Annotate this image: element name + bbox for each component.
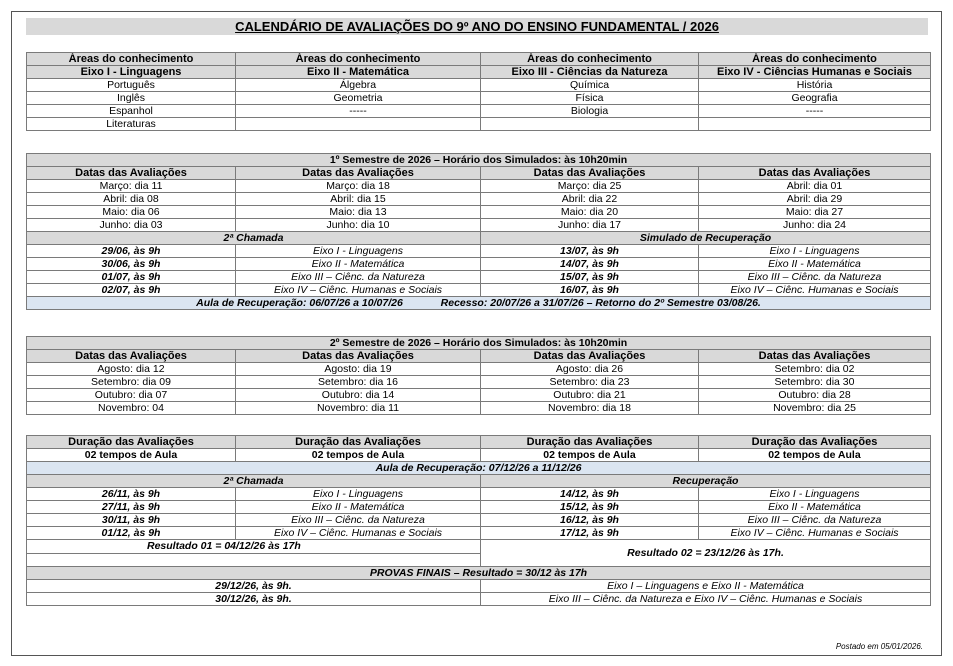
resultado1-cell: Resultado 01 = 04/12/26 às 17h [27,540,481,554]
provas-finais-title: PROVAS FINAIS – Resultado = 30/12 às 17h [27,567,931,580]
table-row [27,79,931,92]
date-cell: Outubro: dia 21 [481,389,699,402]
dates-header-row [27,167,931,180]
page-frame [11,11,942,656]
semester2-table [26,336,931,415]
subject-cell: ----- [236,105,481,118]
final-date-cell: 29/12/26, às 9h. [27,580,481,593]
areas-header-cell: Áreas do conhecimento [699,53,931,66]
subject-cell: Química [481,79,699,92]
empty-cell [27,553,481,567]
final-eixo-cell: Eixo I – Linguagens e Eixo II - Matemática [481,580,931,593]
date-cell: Junho: dia 10 [236,219,481,232]
dates-header-cell: Datas das Avaliações [27,167,236,180]
date-cell: Novembro: dia 18 [481,402,699,415]
eixo-cell: Eixo IV - Ciências Humanas e Sociais [699,66,931,79]
semester2-title: 2º Semestre de 2026 – Horário dos Simulados: às 10h20min [27,337,931,350]
date-cell: Abril: dia 29 [699,193,931,206]
date-cell: 15/07, às 9h [481,271,699,284]
subject-cell: Português [27,79,236,92]
posted-date: Postado em 05/01/2026. [835,642,923,651]
table-row [27,514,931,527]
recesso-text: Recesso: 20/07/26 a 31/07/26 – Retorno do 2º Semestre 03/08/26. [440,297,761,309]
table-row [27,389,931,402]
date-cell: Novembro: dia 11 [236,402,481,415]
subject-cell [236,118,481,131]
date-cell: Junho: dia 03 [27,219,236,232]
table-row [27,527,931,540]
table-row [27,258,931,271]
table-row [27,376,931,389]
dates-header-cell: Datas das Avaliações [27,350,236,363]
segunda-chamada-label: 2ª Chamada [27,475,481,488]
areas-header-row [27,53,931,66]
eixo-cell: Eixo I - Linguagens [236,488,481,501]
date-cell: Abril: dia 08 [27,193,236,206]
date-cell: Junho: dia 24 [699,219,931,232]
date-cell: Outubro: dia 14 [236,389,481,402]
segunda-chamada-label: 2ª Chamada [27,232,481,245]
eixo-cell: Eixo I - Linguagens [236,245,481,258]
eixo-cell: Eixo III – Ciênc. da Natureza [236,514,481,527]
eixo-cell: Eixo IV – Ciênc. Humanas e Sociais [236,527,481,540]
table-row [27,193,931,206]
duracao-header-cell: Duração das Avaliações [236,436,481,449]
dates-header-cell: Datas das Avaliações [699,167,931,180]
date-cell: 14/07, às 9h [481,258,699,271]
table-row [27,92,931,105]
duracao-header-row [27,436,931,449]
duracao-header-cell: Duração das Avaliações [481,436,699,449]
date-cell: 26/11, às 9h [27,488,236,501]
recuperacao-recesso-row [27,297,931,310]
eixo-cell: Eixo I - Linguagens [27,66,236,79]
recuperacao-recesso-cell [27,297,931,310]
eixo-cell: Eixo III – Ciênc. da Natureza [236,271,481,284]
eixo-cell: Eixo II - Matemática [236,501,481,514]
table-row [27,219,931,232]
areas-table [26,52,931,131]
table-row [27,206,931,219]
date-cell: 01/12, às 9h [27,527,236,540]
semester2-title-row [27,337,931,350]
table-row [27,245,931,258]
areas-header-cell: Áreas do conhecimento [27,53,236,66]
eixo-cell: Eixo II - Matemática [236,258,481,271]
resultado-row [27,540,931,554]
date-cell: Setembro: dia 02 [699,363,931,376]
date-cell: Maio: dia 06 [27,206,236,219]
eixo-cell: Eixo II - Matemática [236,66,481,79]
semester1-table [26,153,931,310]
dates-header-cell: Datas das Avaliações [699,350,931,363]
eixos-row [27,66,931,79]
date-cell: Setembro: dia 09 [27,376,236,389]
table-row [27,580,931,593]
subject-cell: Inglês [27,92,236,105]
date-cell: Setembro: dia 23 [481,376,699,389]
duracao-header-cell: Duração das Avaliações [699,436,931,449]
aula-recuperacao-text: Aula de Recuperação: 06/07/26 a 10/07/26 [196,297,403,309]
date-cell: Setembro: dia 16 [236,376,481,389]
page-title: CALENDÁRIO DE AVALIAÇÕES DO 9º ANO DO ENSINO FUNDAMENTAL / 2026 [26,18,928,35]
duracao-value-cell: 02 tempos de Aula [27,449,236,462]
table-row [27,488,931,501]
date-cell: Março: dia 25 [481,180,699,193]
recuperacao-label: Recuperação [481,475,931,488]
table-row [27,501,931,514]
date-cell: Agosto: dia 19 [236,363,481,376]
date-cell: Outubro: dia 28 [699,389,931,402]
subject-cell: ----- [699,105,931,118]
date-cell: 16/07, às 9h [481,284,699,297]
date-cell: Abril: dia 22 [481,193,699,206]
areas-header-cell: Áreas do conhecimento [481,53,699,66]
date-cell: Novembro: dia 25 [699,402,931,415]
duracao-table [26,435,931,606]
subject-cell: Espanhol [27,105,236,118]
eixo-cell: Eixo IV – Ciênc. Humanas e Sociais [699,527,931,540]
duracao-value-cell: 02 tempos de Aula [699,449,931,462]
duracao-header-cell: Duração das Avaliações [27,436,236,449]
date-cell: Outubro: dia 07 [27,389,236,402]
date-cell: Março: dia 11 [27,180,236,193]
date-cell: Agosto: dia 12 [27,363,236,376]
subject-cell: Física [481,92,699,105]
date-cell: 14/12, às 9h [481,488,699,501]
date-cell: 01/07, às 9h [27,271,236,284]
date-cell: Novembro: 04 [27,402,236,415]
aula-recuperacao-cell: Aula de Recuperação: 07/12/26 a 11/12/26 [27,462,931,475]
date-cell: Março: dia 18 [236,180,481,193]
table-row [27,271,931,284]
duracao-value-row [27,449,931,462]
date-cell: Setembro: dia 30 [699,376,931,389]
date-cell: 30/11, às 9h [27,514,236,527]
date-cell: Agosto: dia 26 [481,363,699,376]
eixo-cell: Eixo II - Matemática [699,501,931,514]
table-row [27,593,931,606]
date-cell: 30/06, às 9h [27,258,236,271]
table-row [27,363,931,376]
date-cell: 13/07, às 9h [481,245,699,258]
chamada-header-row [27,475,931,488]
subject-cell: História [699,79,931,92]
eixo-cell: Eixo II - Matemática [699,258,931,271]
resultado2-cell: Resultado 02 = 23/12/26 às 17h. [481,540,931,567]
duracao-value-cell: 02 tempos de Aula [236,449,481,462]
eixo-cell: Eixo III – Ciênc. da Natureza [699,514,931,527]
dates-header-row [27,350,931,363]
date-cell: Maio: dia 27 [699,206,931,219]
date-cell: 16/12, às 9h [481,514,699,527]
dates-header-cell: Datas das Avaliações [481,350,699,363]
table-row [27,105,931,118]
final-eixo-cell: Eixo III – Ciênc. da Natureza e Eixo IV – Ciênc. Humanas e Sociais [481,593,931,606]
table-row [27,402,931,415]
date-cell: 02/07, às 9h [27,284,236,297]
semester1-title-row [27,154,931,167]
date-cell: 29/06, às 9h [27,245,236,258]
table-row [27,118,931,131]
subject-cell: Biologia [481,105,699,118]
final-date-cell: 30/12/26, às 9h. [27,593,481,606]
duracao-value-cell: 02 tempos de Aula [481,449,699,462]
date-cell: 27/11, às 9h [27,501,236,514]
date-cell: 15/12, às 9h [481,501,699,514]
date-cell: Abril: dia 01 [699,180,931,193]
eixo-cell: Eixo III – Ciênc. da Natureza [699,271,931,284]
chamada-header-row [27,232,931,245]
date-cell: 17/12, às 9h [481,527,699,540]
subject-cell: Geografia [699,92,931,105]
provas-finais-row [27,567,931,580]
date-cell: Junho: dia 17 [481,219,699,232]
eixo-cell: Eixo IV – Ciênc. Humanas e Sociais [699,284,931,297]
subject-cell: Álgebra [236,79,481,92]
dates-header-cell: Datas das Avaliações [236,350,481,363]
aula-recuperacao-row [27,462,931,475]
eixo-cell: Eixo I - Linguagens [699,488,931,501]
simulado-recuperacao-label: Simulado de Recuperação [481,232,931,245]
eixo-cell: Eixo I - Linguagens [699,245,931,258]
subject-cell: Geometria [236,92,481,105]
semester1-title: 1º Semestre de 2026 – Horário dos Simulados: às 10h20min [27,154,931,167]
subject-cell: Literaturas [27,118,236,131]
dates-header-cell: Datas das Avaliações [236,167,481,180]
date-cell: Maio: dia 13 [236,206,481,219]
eixo-cell: Eixo III - Ciências da Natureza [481,66,699,79]
date-cell: Abril: dia 15 [236,193,481,206]
subject-cell [699,118,931,131]
table-row [27,284,931,297]
table-row [27,180,931,193]
dates-header-cell: Datas das Avaliações [481,167,699,180]
eixo-cell: Eixo IV – Ciênc. Humanas e Sociais [236,284,481,297]
areas-header-cell: Áreas do conhecimento [236,53,481,66]
date-cell: Maio: dia 20 [481,206,699,219]
subject-cell [481,118,699,131]
